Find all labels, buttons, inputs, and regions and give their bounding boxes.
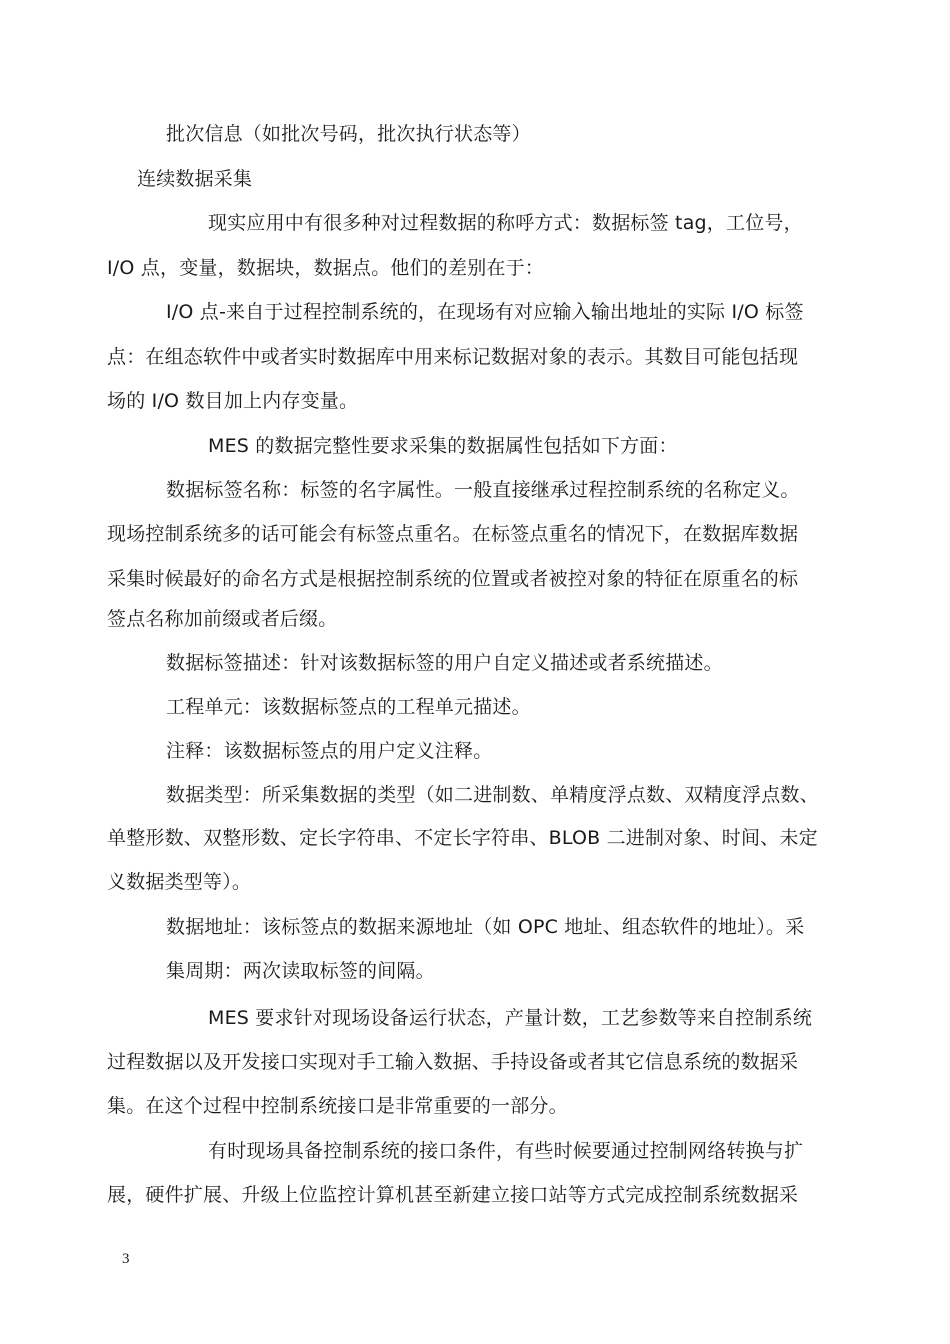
text-line: I/O 点-来自于过程控制系统的，在现场有对应输入输出地址的实际 I/O 标签 bbox=[166, 301, 804, 323]
text-line: 批次信息（如批次号码，批次执行状态等） bbox=[166, 123, 531, 145]
text-line: 集。在这个过程中控制系统接口是非常重要的一部分。 bbox=[107, 1095, 568, 1117]
text-line: 场的 I/O 数目加上内存变量。 bbox=[107, 390, 359, 412]
text-line: 展，硬件扩展、升级上位监控计算机甚至新建立接口站等方式完成控制系统数据采 bbox=[107, 1184, 799, 1206]
text-line: 数据地址：该标签点的数据来源地址（如 OPC 地址、组态软件的地址）。采 bbox=[166, 916, 805, 938]
text-line: 采集时候最好的命名方式是根据控制系统的位置或者被控对象的特征在原重名的标 bbox=[107, 568, 799, 590]
text-line: 义数据类型等）。 bbox=[107, 871, 252, 893]
text-line: 数据类型：所采集数据的类型（如二进制数、单精度浮点数、双精度浮点数、 bbox=[166, 784, 819, 806]
text-line: 过程数据以及开发接口实现对手工输入数据、手持设备或者其它信息系统的数据采 bbox=[107, 1051, 799, 1073]
text-line: 数据标签名称：标签的名字属性。一般直接继承过程控制系统的名称定义。 bbox=[166, 479, 800, 501]
section-heading: 连续数据采集 bbox=[137, 168, 253, 190]
text-line: MES 要求针对现场设备运行状态，产量计数，工艺参数等来自控制系统 bbox=[208, 1007, 813, 1029]
text-line: 有时现场具备控制系统的接口条件，有些时候要通过控制网络转换与扩 bbox=[208, 1140, 804, 1162]
text-line: 集周期：两次读取标签的间隔。 bbox=[166, 960, 435, 982]
text-line: 现场控制系统多的话可能会有标签点重名。在标签点重名的情况下，在数据库数据 bbox=[107, 523, 799, 545]
page-number: 3 bbox=[122, 1251, 130, 1267]
text-line: MES 的数据完整性要求采集的数据属性包括如下方面： bbox=[208, 435, 678, 457]
text-line: 现实应用中有很多种对过程数据的称呼方式：数据标签 tag，工位号， bbox=[208, 212, 803, 234]
text-line: 数据标签描述：针对该数据标签的用户自定义描述或者系统描述。 bbox=[166, 652, 723, 674]
text-line: I/O 点，变量，数据块，数据点。他们的差别在于： bbox=[107, 257, 545, 279]
text-line: 点：在组态软件中或者实时数据库中用来标记数据对象的表示。其数目可能包括现 bbox=[107, 346, 799, 368]
text-line: 签点名称加前缀或者后缀。 bbox=[107, 608, 338, 630]
text-line: 工程单元：该数据标签点的工程单元描述。 bbox=[166, 696, 531, 718]
text-line: 注释：该数据标签点的用户定义注释。 bbox=[166, 740, 493, 762]
text-line: 单整形数、双整形数、定长字符串、不定长字符串、BLOB 二进制对象、时间、未定 bbox=[107, 827, 818, 849]
